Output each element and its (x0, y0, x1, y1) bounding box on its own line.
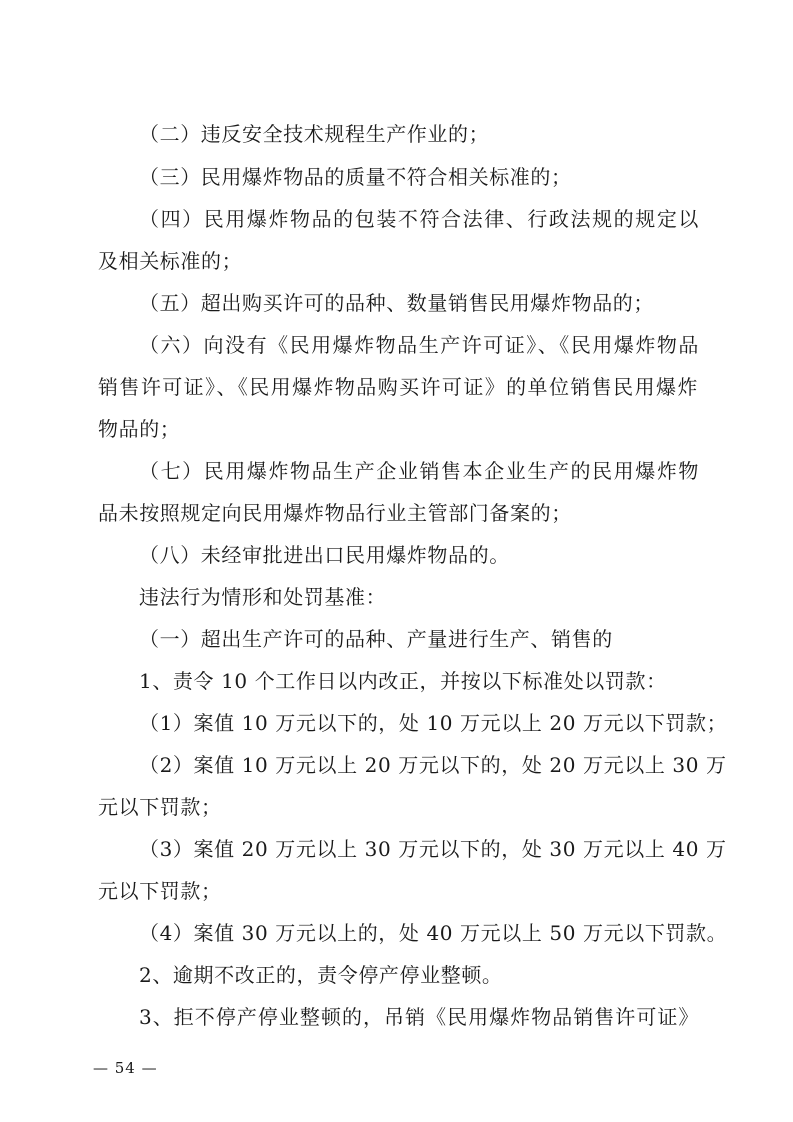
text-line: （1）案值 10 万元以下的，处 10 万元以上 20 万元以下罚款； (139, 711, 728, 735)
text-line: （四）民用爆炸物品的包装不符合法律、行政法规的规定以 (139, 207, 699, 231)
text-line: （一）超出生产许可的品种、产量进行生产、销售的 (139, 627, 613, 651)
text-line: （五）超出购买许可的品种、数量销售民用爆炸物品的； (139, 291, 654, 315)
text-line: （4）案值 30 万元以上的，处 40 万元以上 50 万元以下罚款。 (139, 921, 728, 945)
text-line: （六）向没有《民用爆炸物品生产许可证》、《民用爆炸物品 (139, 333, 699, 357)
text-line: 1、责令 10 个工作日以内改正，并按以下标准处以罚款： (139, 669, 667, 693)
page-number: — 54 — (93, 1059, 158, 1077)
text-line: 违法行为情形和处罚基准： (139, 585, 387, 609)
text-line: 销售许可证》、《民用爆炸物品购买许可证》的单位销售民用爆炸 (98, 375, 698, 399)
text-line: （七）民用爆炸物品生产企业销售本企业生产的民用爆炸物 (139, 459, 699, 483)
text-line: （3）案值 20 万元以上 30 万元以下的，处 30 万元以上 40 万 (139, 837, 727, 861)
text-line: （三）民用爆炸物品的质量不符合相关标准的； (139, 165, 572, 189)
text-line: 元以下罚款； (98, 879, 222, 903)
text-line: 品未按照规定向民用爆炸物品行业主管部门备案的； (98, 501, 572, 525)
text-line: 及相关标准的； (98, 249, 243, 273)
text-line: （2）案值 10 万元以上 20 万元以下的，处 20 万元以上 30 万 (139, 753, 727, 777)
text-line: 元以下罚款； (98, 795, 222, 819)
text-line: （八）未经审批进出口民用爆炸物品的。 (139, 543, 510, 567)
text-line: 物品的； (98, 417, 181, 441)
text-line: （二）违反安全技术规程生产作业的； (139, 122, 490, 146)
text-line: 2、逾期不改正的，责令停产停业整顿。 (139, 963, 503, 987)
text-line: 3、拒不停产停业整顿的，吊销《民用爆炸物品销售许可证》 (139, 1005, 699, 1029)
